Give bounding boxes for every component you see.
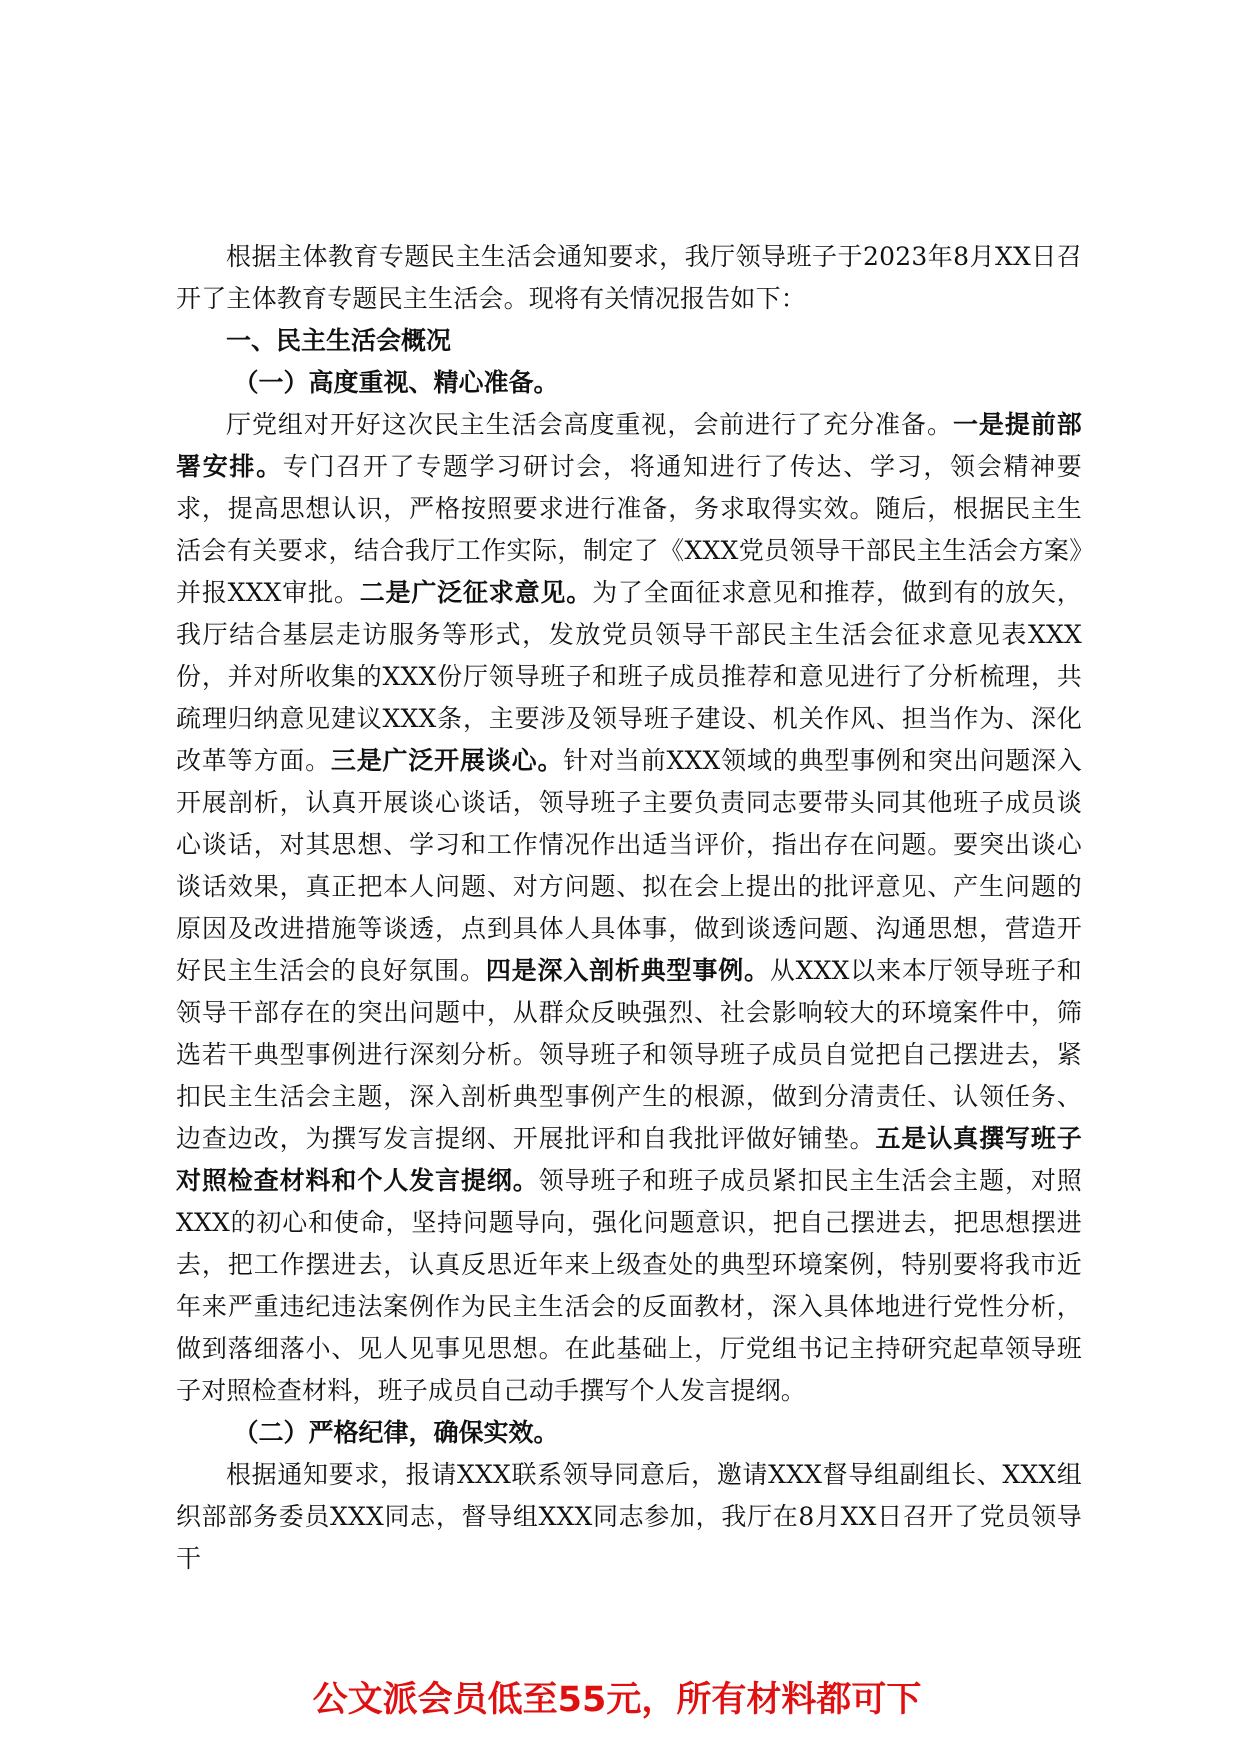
discipline-paragraph: 根据通知要求，报请XXX联系领导同意后，邀请XXX督导组副组长、XXX组织部部务委员XXX同志，督导组XXX同志参加，我厅在8月XX日召开了党员领导干 [176, 1460, 1082, 1573]
paragraph-text: 从XXX以来本厅领导班子和领导干部存在的突出问题中，从群众反映强烈、社会影响较大的环境案件中，筛选若干典型事例进行深刻分析。领导班子和领导班子成员自觉把自己摆进去，紧扣民主生活会主题，深入剖析典型事例产生的根源，做到分清责任、认领任务、边查边改，为撰写发言提纲、开展批评和自我批评做好铺垫。 [176, 956, 1083, 1153]
preparation-paragraph [176, 404, 1082, 1412]
paragraph-text: 针对当前XXX领域的典型事例和突出问题深入开展剖析，认真开展谈心谈话，领导班子主要负责同志要带头同其他班子成员谈心谈话，对其思想、学习和工作情况作出适当评价，指出存在问题。要突出谈心谈话效果，真正把本人问题、对方问题、拟在会上提出的批评意见、产生问题的原因及改进措施等谈透，点到具体人具体事，做到谈透问题、沟通思想，营造开好民主生活会的良好氛围。 [176, 746, 1082, 985]
paragraph-text: 为了全面征求意见和推荐，做到有的放矢，我厅结合基层走访服务等形式，发放党员领导干部民主生活会征求意见表XXX份，并对所收集的XXX份厅领导班子和班子成员推荐和意见进行了分析梳理，共疏理归纳意见建议XXX条，主要涉及领导班子建设、机关作风、担当作为、深化改革等方面。 [176, 578, 1082, 775]
promo-footer: 公文派会员低至55元，所有材料都可下 [312, 1680, 922, 1720]
bold-lead-text: 三是广泛开展谈心。 [330, 746, 564, 775]
section-heading-overview: 一、民主生活会概况 [226, 326, 452, 355]
bold-lead-text: 四是深入剖析典型事例。 [485, 956, 770, 985]
paragraph-text: 专门召开了专题学习研讨会，将通知进行了传达、学习，领会精神要求，提高思想认识，严格按照要求进行准备，务求取得实效。随后，根据民主生活会有关要求，结合我厅工作实际，制定了《XXX党员领导干部民主生活会方案》并报XXX审批。 [176, 452, 1082, 607]
subsection-heading-preparation: （一）高度重视、精心准备。 [233, 368, 559, 397]
document-body [176, 236, 1082, 1580]
paragraph-text: 领导班子和班子成员紧扣民主生活会主题，对照XXX的初心和使命，坚持问题导向，强化问题意识，把自己摆进去，把思想摆进去，把工作摆进去，认真反思近年来上级查处的典型环境案例，特别要将我市近年来严重违纪违法案例作为民主生活会的反面教材，深入具体地进行党性分析，做到落细落小、见人见事见思想。在此基础上，厅党组书记主持研究起草领导班子对照检查材料，班子成员自己动手撰写个人发言提纲。 [176, 1166, 1082, 1405]
bold-lead-text: 一是提前部署安排。 [176, 410, 1082, 481]
bold-lead-text: 五是认真撰写班子对照检查材料和个人发言提纲。 [176, 1124, 1082, 1195]
paragraph-text: 厅党组对开好这次民主生活会高度重视，会前进行了充分准备。 [226, 410, 953, 439]
bold-lead-text: 二是广泛征求意见。 [359, 578, 593, 607]
subsection-heading-discipline: （二）严格纪律，确保实效。 [233, 1418, 559, 1447]
intro-paragraph: 根据主体教育专题民主生活会通知要求，我厅领导班子于2023年8月XX日召开了主体教育专题民主生活会。现将有关情况报告如下： [176, 242, 1082, 313]
